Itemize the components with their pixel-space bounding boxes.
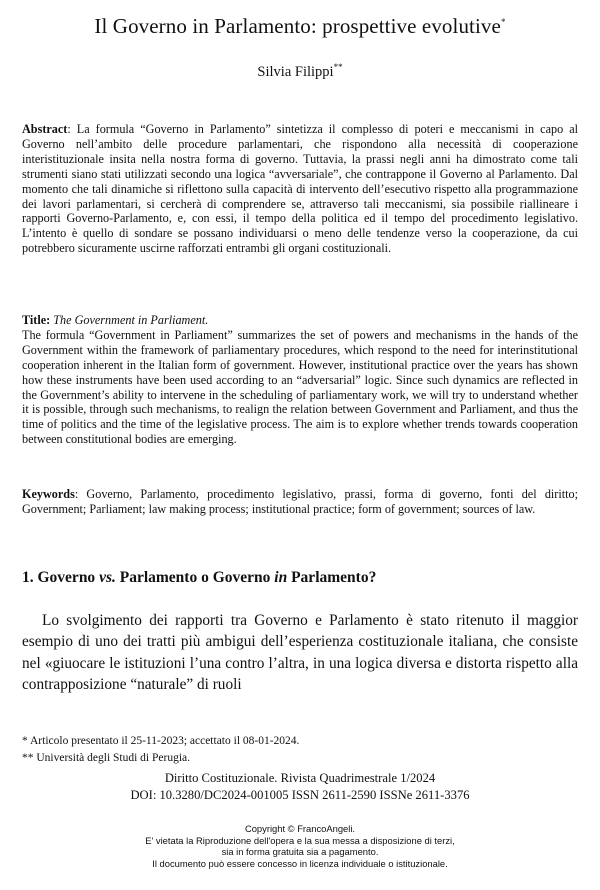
section-heading-part: Parlamento o Governo: [115, 569, 275, 586]
body-paragraph: Lo svolgimento dei rapporti tra Governo e Parlamento è stato ritenuto il maggior esempio di uno dei tratti più ambigui dell’esperienza costituzionale italiana, che consiste nel «giuocare le istituzioni l’una contro l’altra, in una logica diversa e distorta rispetto alla contrapposizione “naturale” di ruoli: [22, 612, 578, 694]
section-heading: [22, 569, 376, 587]
copyright-line: Copyright © FrancoAngeli.: [244, 823, 356, 834]
keywords-text: : Governo, Parlamento, procedimento legislativo, prassi, forma di governo, fonti del diritto; Government; Parliament; law making process; institutional practice; form of government; sources of law.: [22, 487, 578, 516]
english-abstract-block: [22, 313, 578, 447]
paper-title: [0, 14, 600, 39]
abstract-text: : La formula “Governo in Parlamento” sintetizza il complesso di poteri e meccanismi in capo al Governo nell’ambito delle procedure parlamentari, che rispondono alla necessità di cooperazione interistituzionale insita nella nostra forma di governo. Tuttavia, la prassi negli anni ha dimostrato come tali strumenti siano stati utilizzati secondo una logica “avversariale”, che contrappone il Governo al Parlamento. Dal momento che tali dinamiche si riflettono sulla capacità di intervento dell’esecutivo rispetto alla programmazione dei lavori parlamentari, si cercherà di comprendere se, attraverso tali meccanismi, sia possibile riallineare i rapporti Governo-Parlamento, e, con essi, il tempo della politica ed il tempo del procedimento legislativo. L’intento è quello di sondare se possano individuarsi o meno delle tendenze verso la cooperazione, da cui potrebbero sicuramente uscirne rafforzati entrambi gli organi costituzionali.: [22, 122, 578, 256]
author-line: [0, 62, 600, 81]
abstract-block: [22, 122, 578, 256]
author-name: Silvia Filippi: [257, 63, 334, 80]
english-title-label: Title:: [22, 313, 51, 327]
section-heading-italic: vs.: [99, 569, 116, 586]
footnote-dates: * Articolo presentato il 25-11-2023; accettato il 08-01-2024.: [22, 735, 300, 747]
journal-name: Diritto Costituzionale. Rivista Quadrimestrale 1/2024: [164, 771, 436, 785]
section-heading-italic: in: [274, 569, 288, 586]
footnote-affiliation: ** Università degli Studi di Perugia.: [22, 752, 191, 764]
english-title: The Government in Parliament.: [53, 313, 209, 327]
author-footnote-mark: **: [333, 62, 343, 72]
english-abstract-text: The formula “Government in Parliament” summarizes the set of powers and mechanisms in the hands of the Government within the framework of parliamentary procedures, which respond to the need for interinstitutional cooperation inherent in the Italian form of government. However, institutional practice over the years has shown how these instruments have been used according to an “adversarial” logic. Since such dynamics are reflected in the Government’s ability to intervene in the scheduling of parliamentary work, we will try to understand whether it is possible, through such mechanisms, to realign the relation between Government and Parliament, and thus the time of politics and the time of the legislative process. The aim is to explore whether trends towards cooperation between constitutional bodies are emerging.: [22, 327, 578, 447]
section-heading-part: Parlamento?: [287, 569, 377, 586]
title-footnote-mark: *: [500, 17, 506, 27]
keywords-block: [22, 487, 578, 517]
copyright-line: Il documento può essere concesso in licenza individuale o istituzionale.: [152, 857, 448, 869]
paper-title-text: Il Governo in Parlamento: prospettive evolutive: [94, 14, 501, 38]
copyright-line: E' vietata la Riproduzione dell'opera e la sua messa a disposizione di terzi,: [145, 834, 455, 846]
copyright-notice: [0, 823, 600, 869]
abstract-label: Abstract: [22, 122, 68, 136]
journal-doi-issn: DOI: 10.3280/DC2024-001005 ISSN 2611-2590 ISSNe 2611-3376: [130, 788, 470, 802]
copyright-line: sia in forma gratuita sia a pagamento.: [221, 846, 379, 858]
section-heading-part: 1. Governo: [22, 569, 100, 586]
keywords-label: Keywords: [22, 487, 75, 501]
